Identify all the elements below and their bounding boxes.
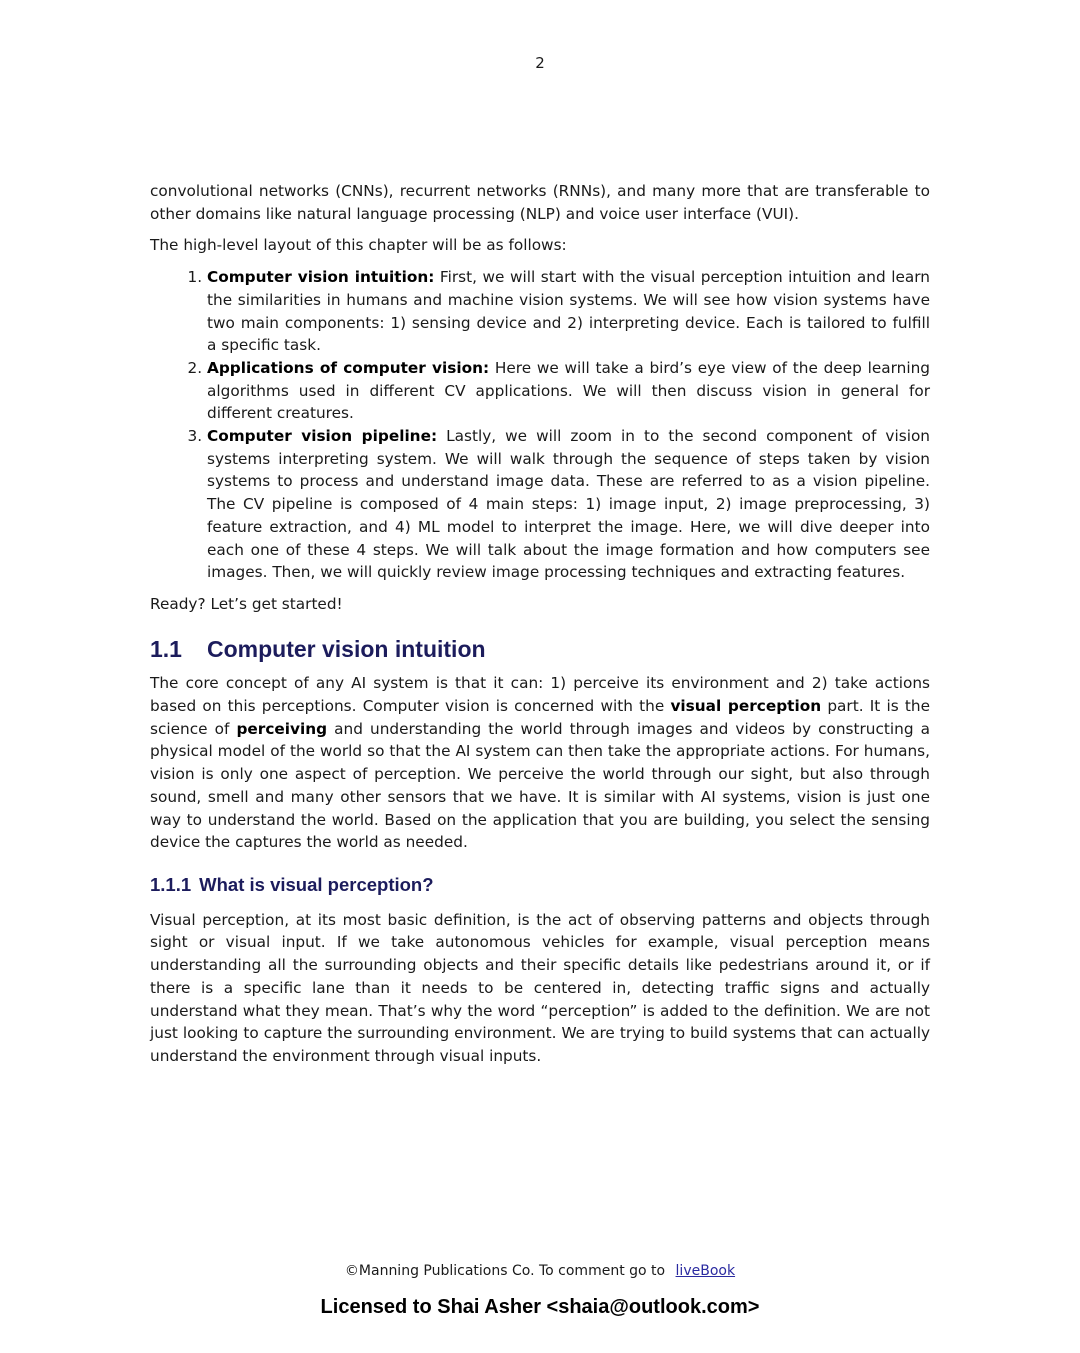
text-run: and understanding the world through images and videos by constructing a physical model of the world so that the AI system can then take the appropriate actions. For humans, vision is only one aspect of perception. We perceive the world through our sight, but also through sound, smell and many other sensors that we have. It is similar with AI systems, vision is just one way to understand the world. Based on the application that you are building, you select the sensing device the captures the world as needed. xyxy=(150,719,930,852)
list-item xyxy=(207,425,930,584)
subsection-title: What is visual perception? xyxy=(199,873,434,895)
subsection-number: 1.1.1 xyxy=(150,873,192,895)
layout-paragraph xyxy=(150,234,930,257)
footer-copyright: ©Manning Publications Co. To comment go to xyxy=(344,1263,666,1279)
text-run: Ready? Let’s get started! xyxy=(150,594,343,613)
bold-text: Computer vision pipeline: xyxy=(207,427,438,446)
livebook-link[interactable]: liveBook xyxy=(675,1263,736,1279)
list-item xyxy=(207,357,930,425)
intro-paragraph xyxy=(150,180,930,225)
section-heading xyxy=(150,635,930,662)
chapter-outline-list xyxy=(150,266,930,584)
bold-text: Applications of computer vision: xyxy=(207,358,490,377)
text-run: Here we will take a bird’s eye view of the deep learning algorithms used in different CV applications. We will then discuss vision in general for different creatures. xyxy=(207,358,930,423)
section-paragraph xyxy=(150,672,930,854)
list-item xyxy=(207,266,930,357)
subsection-heading xyxy=(150,874,930,897)
text-run: The core concept of any AI system is that it can: 1) perceive its environment and 2) take actions based on this perceptions. Computer vision is concerned with the xyxy=(150,674,930,716)
text-run: part. It is the science of xyxy=(150,697,931,738)
bold-text: visual perception xyxy=(670,697,822,716)
text-run: Visual perception, at its most basic definition, is the act of observing patterns and objects through sight or visual input. If we take autonomous vehicles for example, visual perception means understanding all the surrounding objects and their specific details like pedestrians around it, or if there is a specific lane than it needs to be centered in, detecting traffic signs and actually understand what they mean. That’s why the word “perception” is added to the definition. We are not just looking to capture the surrounding environment. We are trying to build systems that can actually understand the environment through visual inputs. xyxy=(150,910,930,1065)
section-number: 1.1 xyxy=(150,635,182,662)
bold-text: perceiving xyxy=(236,719,328,738)
license-notice: Licensed to Shai Asher <shaia@outlook.com> xyxy=(320,1296,760,1318)
text-run: convolutional networks (CNNs), recurrent networks (RNNs), and many more that are transferable to other domains like natural language processing (NLP) and voice user interface (VUI). xyxy=(150,182,930,223)
ready-paragraph xyxy=(150,593,930,616)
bold-text: Computer vision intuition: xyxy=(207,268,435,287)
section-title: Computer vision intuition xyxy=(207,635,486,662)
text-run: The high-level layout of this chapter will be as follows: xyxy=(150,236,567,255)
footer xyxy=(0,1263,1080,1279)
text-run: First, we will start with the visual perception intuition and learn the similarities in humans and machine vision systems. We will see how vision systems have two main components: 1) sensing device and 2) interpreting device. Each is tailored to fulfill a specific task. xyxy=(207,268,930,355)
page-content xyxy=(150,180,930,1077)
subsection-paragraph xyxy=(150,909,930,1068)
text-run: Lastly, we will zoom in to the second component of vision systems interpreting system. We will walk through the sequence of steps taken by vision systems to process and understand image data. These are referred to as a vision pipeline. The CV pipeline is composed of 4 main steps: 1) image input, 2) image preprocessing, 3) feature extraction, and 4) ML model to interpret the image. Here, we will dive deeper into each one of these 4 steps. We will talk about the image formation and how computers see images. Then, we will quickly review image processing techniques and extracting features. xyxy=(207,427,931,582)
page-number: 2 xyxy=(535,54,545,72)
